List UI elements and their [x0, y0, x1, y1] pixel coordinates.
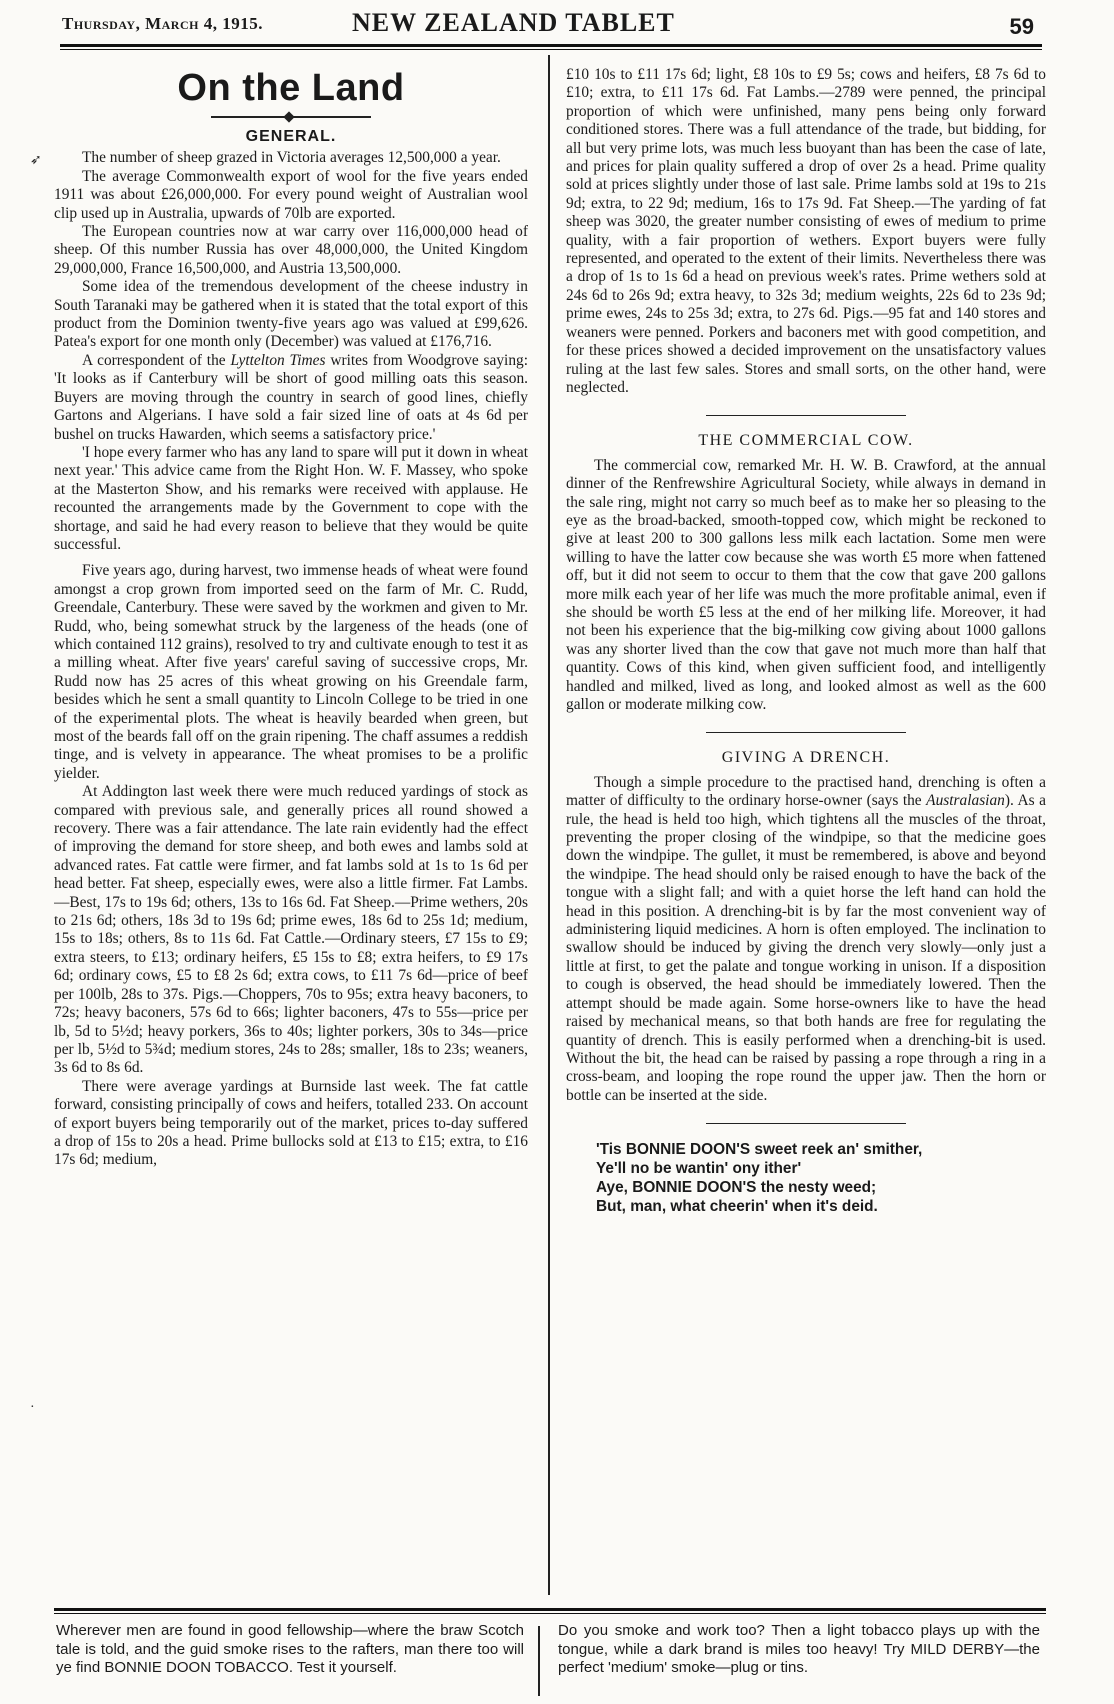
paragraph-european-sheep: The European countries now at war carry over 116,000,000 head of sheep. Of this number Russia has over 48,000,000, the United Kingdom 29,000,000, France 16,500,000, and Austria 13,500,000.: [54, 223, 528, 277]
ad-divider: [538, 1626, 540, 1696]
verse-line: But, man, what cheerin' when it's deid.: [596, 1198, 878, 1216]
ad-bonnie-doon: Wherever men are found in good fellowship—where the braw Scotch tale is told, and the guid smoke rises to the rafters, man there too will ye find BONNIE DOON TOBACCO. Test it yourself.: [56, 1622, 524, 1676]
publication-title: NEW ZEALAND TABLET: [352, 8, 675, 37]
paragraph-wool-export: The average Commonwealth export of wool for the five years ended 1911 was about £26,000,000. For every pound weight of Australian wool clip used up in Australia, upwards of 70lb are exported.: [54, 167, 528, 222]
paragraph-sheep-victoria: The number of sheep grazed in Victoria averages 12,500,000 a year.: [82, 149, 501, 167]
bonnie-doon-verse: [596, 1140, 1046, 1216]
paragraph-oats-correspondent: A correspondent of the Lyttelton Times writes from Woodgrove saying: 'It looks as if Canterbury will be short of good milling oats this season. Buyers are moving through the country in search of good lines, chiefly Gartons and Algerians. I have sold a fair sized line of oats at 4s 6d per bushel on trucks Hawarden, which seems a satisfactory price.': [54, 351, 528, 443]
paragraph-rudd-wheat: Five years ago, during harvest, two immense heads of wheat were found amongst a crop grown from imported seed on the farm of Mr. C. Rudd, Greendale, Canterbury. These were saved by the workmen and given to Mr. Rudd, who, being somewhat struck by the largeness of the heads (one of which contained 112 grains), resolved to try and cultivate enough to test it as a milling wheat. After five years' careful saving of successive crops, Mr. Rudd now has 25 acres of this wheat growing on his Greendale farm, besides which he sent a small quantity to Lincoln College to be tried in one of the experimental plots. The wheat is heavily bearded when green, but most of the beards fall off on the grain ripening. The chaff assumes a reddish tinge, and is velvety in appearance. The wheat promises to be a prolific yielder.: [54, 562, 528, 782]
section-heading-general: GENERAL.: [245, 128, 337, 145]
section-heading-drench: GIVING A DRENCH.: [721, 749, 891, 767]
paragraph-cheese-industry: Some idea of the tremendous development of the cheese industry in South Taranaki may be gathered when it is stated that the total export of this product from the Dominion twenty-five years ago was valued at £99,626. Patea's export for one month only (December) was valued at £176,716.: [54, 278, 528, 351]
paragraph-commercial-cow: The commercial cow, remarked Mr. H. W. B. Crawford, at the annual dinner of the Renfrewshire Agricultural Society, while always in demand in the sale ring, might not carry so much beef as to make her so pleasing to the eye as the broad-backed, smooth-topped cow, which might be reckoned to give at least 200 to 300 gallons less milk each lactation. Some men were willing to have the latter cow because she was worth £5 more when fattened off, but it did not seem to occur to them that the cow that gave 200 gallons more milk each year of her life was much the more profitable animal, even if she should be worth £5 less at the end of her milking life. Moreover, it had not been his experience that the big-milking cow giving about 1000 gallons was any shorter lived than the cow that gave not much more than half that quantity. Cows of this kind, when given sufficient food, and intelligently handled and milked, lived as long, and looked almost as well as the 600 gallon or moderate milking cow.: [566, 456, 1046, 713]
drench-text-before: Though a simple procedure to the practised hand, drenching is often a matter of difficulty to the ordinary horse-owner (says the: [566, 773, 1046, 810]
section-rule: [706, 415, 906, 416]
verse-line: 'Tis BONNIE DOON'S sweet reek an' smither,: [596, 1141, 923, 1159]
drench-text-after: ). As a rule, the head is held too high, which tightens all the muscles of the throat, preventing the proper closing of the windpipe, so that the medicine goes down the windpipe. The gullet, it must be remembered, is above and beyond the windpipe. The head should only be raised enough to have the back of the tongue with a slight fall; and with a quiet horse the left hand can hold the head in this position. A drenching-bit is by far the most convenient way of administering liquid medicines. A horn is often employed. The inclination to swallow should be induced by giving the drench very slowly—only just a little at first, to get the palate and tongue working in unison. If a disposition to cough is observed, the head should be immediately lowered. Then the attempt should be made again. Some horse-owners like to have the head raised by mechanical means, so that both hands are free for regulating the quantity of drench. This is easily performed when a drenching-bit is used. Without the bit, the head can be raised by passing a rope through a ring in a cross-beam, and looping the rope round the upper jaw. Then the horn or bottle can be inserted at the side.: [566, 792, 1046, 1104]
paragraph-burnside-sale: There were average yardings at Burnside last week. The fat cattle forward, consisting principally of cows and heifers, totalled 233. On account of export buyers being temporarily out of the market, prices to-day suffered a drop of 15s to 20s a head. Prime bullocks sold at £13 to £15; extra, to £16 17s 6d; medium,: [54, 1077, 528, 1169]
header-rule: [60, 44, 1042, 47]
left-column: [54, 62, 528, 1602]
margin-mark: ·: [30, 1400, 35, 1415]
paragraph-massey-wheat: 'I hope every farmer who has any land to spare will put it down in wheat next year.' This advice came from the Right Hon. W. F. Massey, who spoke at the Masterton Show, and his remarks were received with applause. He recounted the arrangements made by the Government to cope with the shortage, and said he had every reason to believe that they would be quite successful.: [54, 443, 528, 553]
title-ornament: [211, 116, 371, 118]
section-rule: [706, 1123, 906, 1124]
section-rule: [706, 732, 906, 733]
column-divider: [548, 55, 550, 1595]
footer-rule: [54, 1608, 1046, 1611]
article-title: On the Land: [177, 67, 405, 109]
header-rule-thin: [60, 49, 1042, 50]
right-column: [566, 66, 1046, 1606]
ad-mild-derby: Do you smoke and work too? Then a light tobacco plays up with the tongue, while a dark brand is miles too heavy! Try MILD DERBY—the perfect 'medium' smoke—plug or tins.: [558, 1622, 1040, 1676]
drench-source: Australasian: [926, 792, 1005, 810]
paragraph-burnside-continued: £10 10s to £11 17s 6d; light, £8 10s to £9 5s; cows and heifers, £8 7s 6d to £10; extra, to £11 17s 6d. Fat Lambs.—2789 were penned, the principal proportion of which were unfinished, many pens being only forward conditioned stores. There was a full attendance of the trade, but bidding, for all but very prime lots, was much less buoyant than has been the case of late, and prices for plain quality suffered a drop of over 2s a head. Prime quality sold at prices slightly under those of last sale. Prime lambs sold at 19s to 21s 9d; extra, to 22 9d; medium, 16s to 17s 9d. Fat Sheep.—The yarding of fat sheep was 3020, the greater number consisting of ewes of medium to prime quality, with a fair proportion of wethers. Export buyers were fully represented, and operated to the extent of their limits. Nevertheless there was a drop of 1s to 1s 6d a head on previous week's rates. Prime wethers sold at 24s 6d to 26s 9d; extra heavy, to 32s 3d; medium weights, 22s 6d to 23s 9d; prime ewes, 24s to 25s 3d; extra, to 27s 6d. Pigs.—95 fat and 140 stores and weaners were penned. Porkers and baconers met with good competition, and for these prices showed a decided improvement on the unsatisfactory values ruling at the last few sales. Stores and small sorts, on the other hand, were neglected.: [566, 66, 1046, 396]
footer-rule-thin: [54, 1613, 1046, 1614]
paragraph-drench: [566, 774, 1046, 1105]
section-heading-commercial-cow: THE COMMERCIAL COW.: [698, 432, 914, 450]
paragraph-addington-sale: At Addington last week there were much reduced yardings of stock as compared with previous sale, and generally prices all round showed a recovery. There was a fair attendance. The late rain evidently had the effect of improving the demand for store sheep, and both ewes and lambs sold at advanced rates. Fat cattle were firmer, and fat lambs sold at 1s to 1s 6d per head better. Fat sheep, especially ewes, were also a little firmer. Fat Lambs.—Best, 17s to 19s 6d; others, 13s to 16s 6d. Fat Sheep.—Prime wethers, 20s to 21s 6d; others, 18s 3d to 19s 6d; prime ewes, 18s 6d to 25s 1d; medium, 15s to 18s; others, 8s to 11s 6d. Fat Cattle.—Ordinary steers, £7 15s to £9; extra steers, to £13; ordinary heifers, £5 15s to £8; extra heifers, to £9 17s 6d; ordinary cows, £5 to £8 2s 6d; extra cows, to £11 7s 6d—price of beef per 100lb, 28s to 37s. Pigs.—Choppers, 70s to 95s; extra heavy baconers, to 72s; heavy baconers, 57s 6d to 66s; lighter baconers, 47s to 55s—price per lb, 5d to 5½d; heavy porkers, 36s to 40s; lighter porkers, 30s to 34s—price per lb, 5½d to 5¾d; medium stores, 24s to 28s; smaller, 18s to 23s; weaners, 3s 6d to 8s 6d.: [54, 783, 528, 1077]
page-header: [62, 10, 1040, 40]
issue-date: Thursday, March 4, 1915.: [62, 14, 263, 33]
page-number: 59: [1009, 14, 1034, 39]
verse-line: Aye, BONNIE DOON'S the nesty weed;: [596, 1179, 877, 1197]
newspaper-name: Lyttelton Times: [230, 351, 326, 369]
margin-mark: ➶: [30, 153, 42, 168]
verse-line: Ye'll no be wantin' ony ither': [596, 1160, 802, 1178]
